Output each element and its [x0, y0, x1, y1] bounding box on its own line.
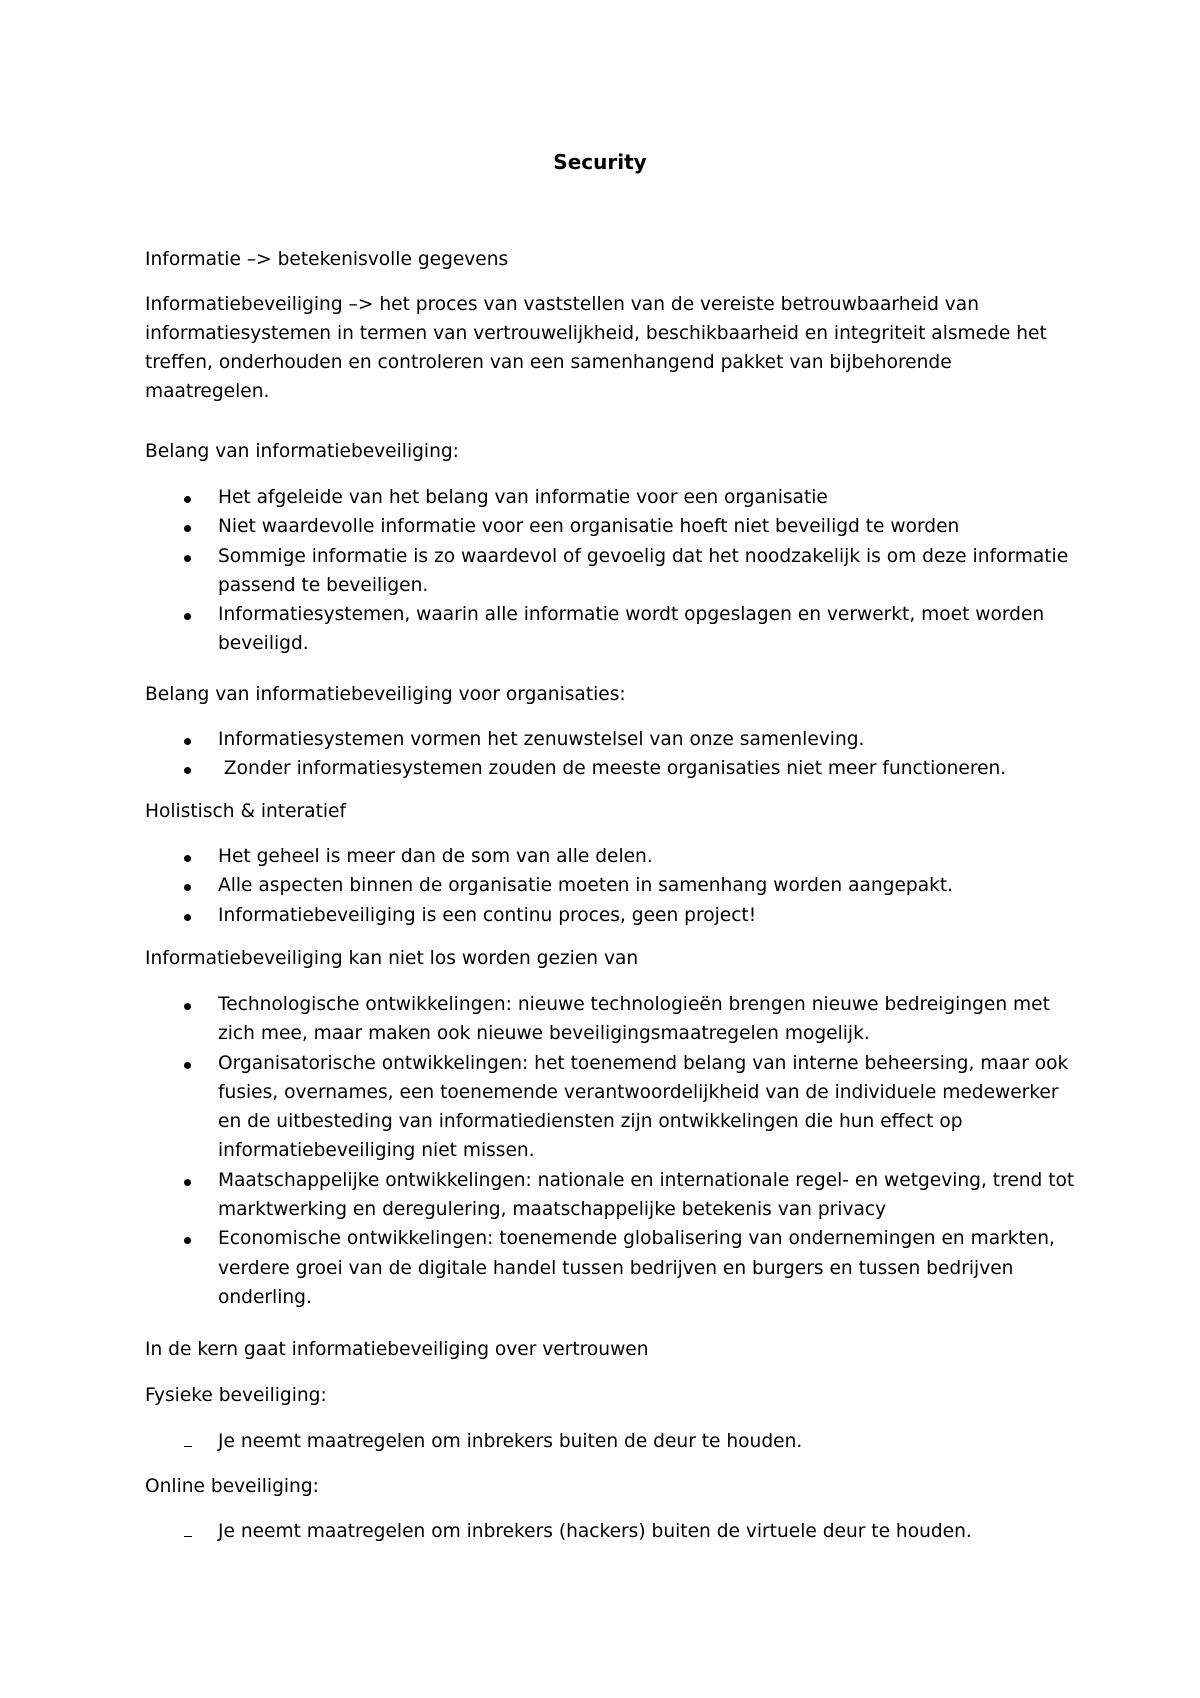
list-item-line: en de uitbesteding van informatiediensten zijn ontwikkelingen die hun effect op — [218, 1111, 963, 1133]
list-item — [145, 1517, 1075, 1546]
list-item — [145, 1224, 1075, 1312]
list-item-line: Organisatorische ontwikkelingen: het toenemend belang van interne beheersing, maar ook — [218, 1052, 1069, 1074]
list-item-line: Economische ontwikkelingen: toenemende globalisering van ondernemingen en markten, — [218, 1228, 1055, 1250]
list-belang — [145, 483, 1075, 659]
heading-los: Informatiebeveiliging kan niet los worden gezien van — [145, 948, 639, 969]
heading-belang: Belang van informatiebeveiliging: — [145, 441, 459, 462]
list-item — [145, 512, 1075, 541]
list-item-line: onderling. — [218, 1286, 312, 1308]
bullet-icon — [184, 725, 204, 754]
list-belang-organisaties — [145, 725, 1075, 784]
bullet-icon — [184, 990, 204, 1019]
list-item — [145, 1166, 1075, 1225]
heading-belang-organisaties: Belang van informatiebeveiliging voor organisaties: — [145, 684, 626, 705]
bullet-icon — [184, 901, 204, 930]
kern-statement: In de kern gaat informatiebeveiliging over vertrouwen — [145, 1339, 649, 1360]
list-fysiek — [145, 1427, 1075, 1456]
list-item — [145, 990, 1075, 1049]
definition-beveiliging-line-1: Informatiebeveiliging –> het proces van vaststellen van de vereiste betrouwbaarheid van — [145, 294, 979, 315]
bullet-icon — [184, 512, 204, 541]
list-item-line: Maatschappelijke ontwikkelingen: nationale en internationale regel- en wetgeving, trend tot — [218, 1169, 1075, 1191]
bullet-icon — [184, 1166, 204, 1195]
heading-holistisch: Holistisch & interatief — [145, 801, 347, 822]
dash-bullet-icon — [184, 1427, 204, 1456]
list-item-line: fusies, overnames, een toenemende verantwoordelijkheid van de individuele medewerker — [218, 1081, 1059, 1103]
bullet-icon — [184, 871, 204, 900]
list-item-line: Het geheel is meer dan de som van alle delen. — [218, 846, 653, 867]
list-los — [145, 990, 1075, 1312]
list-item-line: beveiligd. — [218, 633, 309, 655]
list-item — [145, 600, 1075, 659]
list-item-line: Je neemt maatregelen om inbrekers (hackers) buiten de virtuele deur te houden. — [218, 1521, 972, 1542]
list-item-line: marktwerking en deregulering, maatschappelijke betekenis van privacy — [218, 1199, 887, 1221]
list-item — [145, 1427, 1075, 1456]
list-online — [145, 1517, 1075, 1546]
dash-bullet-icon — [184, 1517, 204, 1546]
list-item — [145, 542, 1075, 601]
list-item-line: Informatiesystemen, waarin alle informatie wordt opgeslagen en verwerkt, moet worden — [218, 604, 1045, 626]
list-item-line: Technologische ontwikkelingen: nieuwe technologieën brengen nieuwe bedreigingen met — [218, 994, 1050, 1015]
heading-online: Online beveiliging: — [145, 1476, 319, 1497]
list-item — [145, 725, 1075, 754]
list-item-line: Informatiebeveiliging is een continu proces, geen project! — [218, 904, 757, 926]
list-item — [145, 901, 1075, 930]
bullet-icon — [184, 483, 204, 512]
bullet-icon — [184, 600, 204, 629]
list-item — [145, 842, 1075, 871]
bullet-icon — [184, 842, 204, 871]
list-item — [145, 1049, 1075, 1166]
list-item-line: Zonder informatiesystemen zouden de meeste organisaties niet meer functioneren. — [218, 758, 1007, 780]
document-title: Security — [553, 150, 647, 174]
bullet-icon — [184, 1224, 204, 1253]
list-item — [145, 754, 1075, 783]
list-item — [145, 483, 1075, 512]
list-holistisch — [145, 842, 1075, 930]
definition-beveiliging-line-2: informatiesystemen in termen van vertrouwelijkheid, beschikbaarheid en integriteit alsmede het — [145, 323, 1047, 344]
list-item-line: informatiebeveiliging niet missen. — [218, 1140, 535, 1162]
list-item-line: zich mee, maar maken ook nieuwe beveiligingsmaatregelen mogelijk. — [218, 1023, 870, 1045]
list-item-line: Alle aspecten binnen de organisatie moeten in samenhang worden aangepakt. — [218, 875, 954, 897]
bullet-icon — [184, 1049, 204, 1078]
bullet-icon — [184, 542, 204, 571]
list-item — [145, 871, 1075, 900]
list-item-line: Informatiesystemen vormen het zenuwstelsel van onze samenleving. — [218, 729, 865, 750]
list-item-line: Je neemt maatregelen om inbrekers buiten de deur te houden. — [218, 1431, 803, 1452]
definition-informatie: Informatie –> betekenisvolle gegevens — [145, 249, 509, 270]
heading-fysiek: Fysieke beveiliging: — [145, 1385, 327, 1406]
list-item-line: Niet waardevolle informatie voor een organisatie hoeft niet beveiligd te worden — [218, 516, 960, 538]
list-item-line: passend te beveiligen. — [218, 574, 429, 596]
definition-beveiliging-line-3: treffen, onderhouden en controleren van een samenhangend pakket van bijbehorende maatregelen. — [145, 352, 952, 403]
list-item-line: verdere groei van de digitale handel tussen bedrijven en burgers en tussen bedrijven — [218, 1257, 1014, 1279]
bullet-icon — [184, 754, 204, 783]
list-item-line: Het afgeleide van het belang van informatie voor een organisatie — [218, 487, 828, 508]
list-item-line: Sommige informatie is zo waardevol of gevoelig dat het noodzakelijk is om deze informatie — [218, 545, 1069, 567]
